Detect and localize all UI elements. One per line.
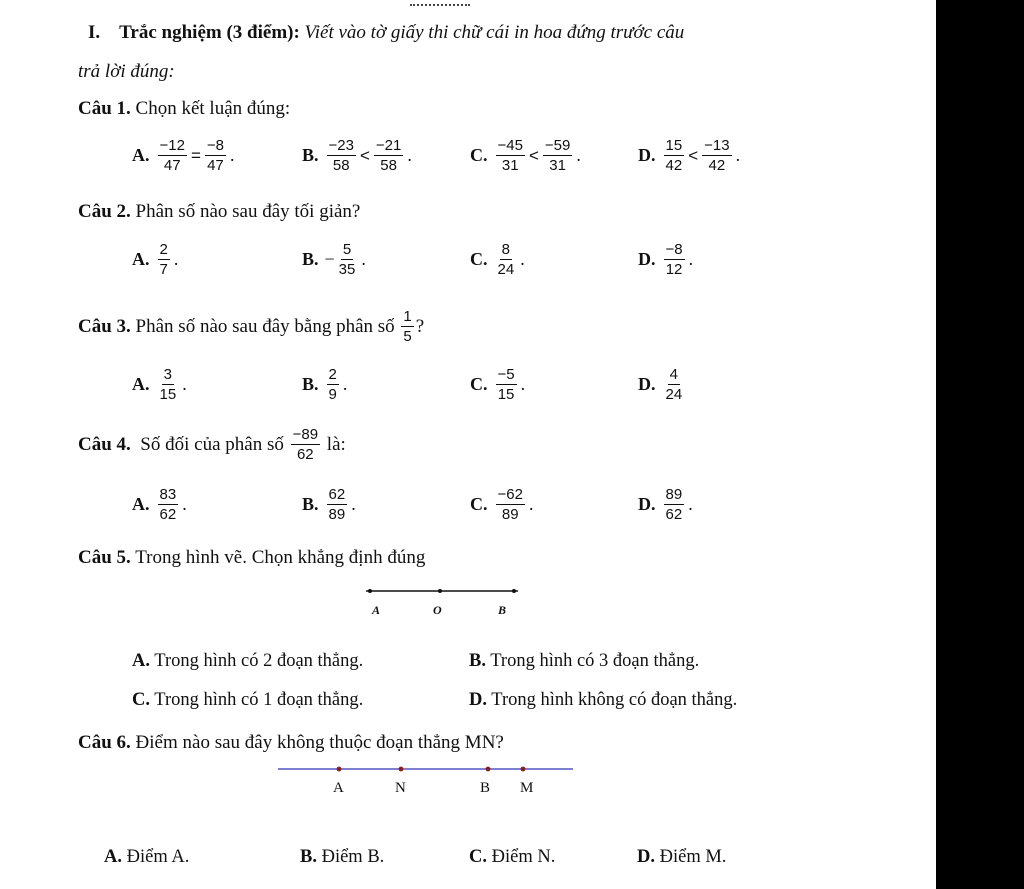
q6-option-d[interactable] [637, 847, 726, 868]
question-5 [78, 547, 425, 569]
q2-option-d[interactable]: D. $\frac{-8}{12}$ . [638, 241, 694, 278]
segment-figure-mn [276, 762, 576, 778]
q3-option-d[interactable] [638, 366, 686, 403]
question-label: Câu 1. [78, 98, 131, 119]
fraction: $\frac{15}{42}$ [665, 137, 683, 174]
question-label: Câu 5. [78, 547, 131, 568]
option-letter: C. [470, 494, 488, 514]
fraction: $\frac{-21}{58}$ [375, 137, 402, 174]
option-letter: D. [638, 374, 656, 394]
section-instruction-2: trả lời đúng: [78, 61, 175, 82]
option-letter: C. [132, 690, 150, 710]
option-text: Điểm M. [659, 847, 727, 867]
option-letter: B. [302, 374, 319, 394]
relation-sign: = [190, 145, 201, 165]
option-letter: D. [638, 145, 656, 165]
option-text: Trong hình có 2 đoạn thẳng. [154, 651, 364, 671]
option-text: Điểm B. [321, 847, 385, 867]
point-n-label: N [395, 780, 406, 796]
option-letter: C. [470, 145, 488, 165]
option-letter: C. [470, 249, 488, 269]
q1-option-a[interactable]: A. $\frac{-12}{47}$ = $\frac{-8}{47}$ . [132, 137, 235, 174]
q5-option-b[interactable] [469, 651, 699, 672]
fraction: $\frac{62}{89}$ [328, 486, 346, 523]
sign: − [324, 249, 335, 269]
question-text: Phân số nào sau đây tối giản? [135, 201, 361, 222]
option-letter: C. [470, 374, 488, 394]
option-letter: B. [302, 249, 319, 269]
question-1 [78, 98, 290, 120]
fraction: $\frac{1}{5}$ [403, 308, 412, 345]
fraction: $\frac{-13}{42}$ [704, 137, 730, 174]
q2-option-c[interactable]: C. $\frac{8}{24}$ . [470, 241, 525, 278]
point-m-label: M [520, 780, 534, 796]
section-header [88, 22, 684, 44]
option-text: Trong hình có 1 đoạn thẳng. [154, 690, 364, 710]
question-2 [78, 201, 360, 223]
question-end: là: [326, 433, 346, 455]
page-top-artifact [410, 0, 470, 6]
relation-sign: < [688, 145, 699, 165]
question-end: ? [415, 315, 425, 337]
question-4 [78, 426, 346, 463]
fraction: $\frac{-59}{31}$ [544, 137, 571, 174]
q3-option-a[interactable]: A. $\frac{3}{15}$ . [132, 366, 187, 403]
fraction: $\frac{83}{62}$ [159, 486, 177, 523]
question-label: Câu 6. [78, 732, 131, 753]
q5-option-c[interactable] [132, 690, 363, 711]
q4-option-c[interactable]: C. $\frac{-62}{89}$ . [470, 486, 534, 523]
question-text: Số đối của phân số [140, 433, 284, 455]
section-number: I. [88, 22, 101, 43]
fraction: $\frac{-8}{47}$ [206, 137, 224, 174]
question-text: Phân số nào sau đây bằng phân số [135, 315, 395, 337]
fraction: $\frac{3}{15}$ [159, 366, 177, 403]
q3-option-c[interactable]: C. $\frac{-5}{15}$ . [470, 366, 526, 403]
option-letter: A. [132, 651, 150, 671]
q5-option-a[interactable] [132, 651, 363, 672]
point-b-dot [512, 589, 516, 593]
q6-option-a[interactable] [104, 847, 189, 868]
fraction: $\frac{4}{24}$ [665, 366, 683, 403]
q2-option-b[interactable]: B. − $\frac{5}{35}$ . [302, 241, 366, 278]
fraction: $\frac{8}{24}$ [497, 241, 515, 278]
point-o-dot [438, 589, 442, 593]
option-letter: B. [302, 494, 319, 514]
fraction: $\frac{-23}{58}$ [328, 137, 354, 174]
question-label: Câu 2. [78, 201, 131, 222]
option-text: Trong hình không có đoạn thẳng. [491, 690, 738, 710]
option-text: Điểm N. [491, 847, 556, 867]
fraction: $\frac{89}{62}$ [665, 486, 683, 523]
fraction: $\frac{2}{9}$ [328, 366, 337, 403]
option-letter: B. [300, 847, 317, 867]
option-text: Điểm A. [126, 847, 190, 867]
point-n-dot [399, 767, 404, 772]
option-letter: B. [302, 145, 319, 165]
fraction: $\frac{2}{7}$ [159, 241, 168, 278]
q6-option-c[interactable] [469, 847, 555, 868]
point-a-label: A [333, 780, 344, 796]
point-a-dot [337, 767, 342, 772]
point-o-label: O [433, 603, 442, 617]
right-margin-panel [936, 0, 1024, 889]
option-letter: A. [104, 847, 122, 867]
question-text: Điểm nào sau đây không thuộc đoạn thẳng MN? [135, 732, 504, 753]
question-label: Câu 4. [78, 433, 131, 455]
option-letter: B. [469, 651, 486, 671]
section-title: Trắc nghiệm (3 điểm): [119, 22, 300, 43]
q1-option-c[interactable]: C. $\frac{-45}{31}$ < $\frac{-59}{31}$ . [470, 137, 581, 174]
q4-option-d[interactable]: D. $\frac{89}{62}$ . [638, 486, 693, 523]
question-6 [78, 732, 504, 754]
option-letter: A. [132, 249, 150, 269]
option-letter: D. [638, 249, 656, 269]
point-b-label: B [480, 780, 491, 796]
point-b-label: B [498, 603, 507, 617]
point-b-dot [486, 767, 491, 772]
question-3 [78, 308, 424, 345]
option-letter: A. [132, 374, 150, 394]
q5-option-d[interactable] [469, 690, 737, 711]
fraction: $\frac{5}{35}$ [338, 241, 356, 278]
relation-sign: < [528, 145, 539, 165]
q1-option-d[interactable]: D. $\frac{15}{42}$ < $\frac{-13}{42}$ . [638, 137, 741, 174]
option-letter: D. [638, 494, 656, 514]
question-text: Trong hình vẽ. Chọn khẳng định đúng [135, 547, 426, 568]
relation-sign: < [359, 145, 370, 165]
q6-option-b[interactable] [300, 847, 384, 868]
option-letter: D. [469, 690, 487, 710]
point-m-dot [521, 767, 526, 772]
fraction: $\frac{-8}{12}$ [665, 241, 683, 278]
option-letter: C. [469, 847, 487, 867]
fraction: $\frac{-45}{31}$ [497, 137, 523, 174]
question-label: Câu 3. [78, 315, 131, 337]
q2-option-a[interactable]: A. $\frac{2}{7}$ . [132, 241, 179, 278]
section-instruction-1: Viết vào tờ giấy thi chữ cái in hoa đứng trước câu [304, 22, 685, 43]
q4-option-a[interactable]: A. $\frac{83}{62}$ . [132, 486, 187, 523]
option-letter: D. [637, 847, 655, 867]
q4-option-b[interactable]: B. $\frac{62}{89}$ . [302, 486, 356, 523]
fraction: $\frac{-12}{47}$ [159, 137, 185, 174]
fraction: $\frac{-89}{62}$ [292, 426, 319, 463]
option-text: Trong hình có 3 đoạn thẳng. [490, 651, 700, 671]
point-a-label: A [372, 603, 381, 617]
point-a-dot [368, 589, 372, 593]
option-letter: A. [132, 145, 150, 165]
question-text: Chọn kết luận đúng: [135, 98, 291, 119]
fraction: $\frac{-62}{89}$ [497, 486, 523, 523]
fraction: $\frac{-5}{15}$ [497, 366, 515, 403]
option-letter: A. [132, 494, 150, 514]
q3-option-b[interactable]: B. $\frac{2}{9}$ . [302, 366, 348, 403]
q1-option-b[interactable]: B. $\frac{-23}{58}$ < $\frac{-21}{58}$ . [302, 137, 412, 174]
